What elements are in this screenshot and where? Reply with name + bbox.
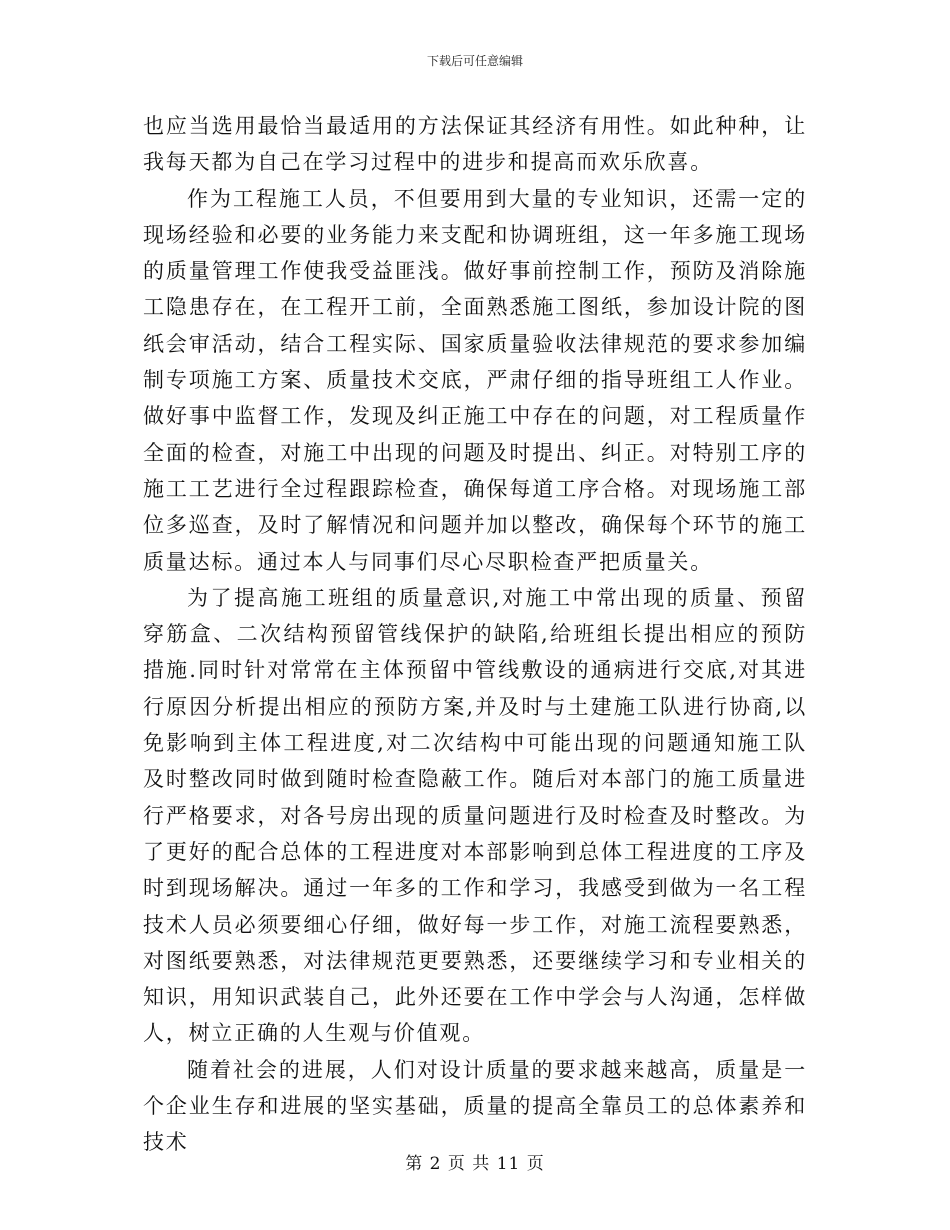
page-number-footer: 第 2 页 共 11 页 [405,1154,545,1174]
paragraph-team-awareness: 为了提高施工班组的质量意识,对施工中常出现的质量、预留穿筋盒、二次结构预留管线保护的缺陷,给班组长提出相应的预防措施.同时针对常常在主体预留中管线敷设的通病进行交底,对其进行原因分析提出相应的预防方案,并及时与土建施工队进行协商,以免影响到主体工程进度,对二次结构中可能出现的问题通知施工队及时整改同时做到随时检查隐蔽工作。随后对本部门的施工质量进行严格要求，对各号房出现的质量问题进行及时检查及时整改。为了更好的配合总体的工程进度对本部影响到总体工程进度的工序及时到现场解决。通过一年多的工作和学习，我感受到做为一名工程技术人员必须要细心仔细，做好每一步工作，对施工流程要熟悉，对图纸要熟悉，对法律规范更要熟悉，还要继续学习和专业相关的知识，用知识武装自己，此外还要在工作中学会与人沟通，怎样做人，树立正确的人生观与价值观。 [143,585,807,1046]
document-body [143,108,807,1161]
paragraph-social-progress: 随着社会的进展，人们对设计质量的要求越来越高，质量是一个企业生存和进展的坚实基础，质量的提高全靠员工的总体素养和技术 [143,1057,807,1155]
header-note: 下载后可任意编辑 [426,54,523,68]
paragraph-continuation: 也应当选用最恰当最适用的方法保证其经济有用性。如此种种，让我每天都为自己在学习过程中的进步和提高而欢乐欣喜。 [143,114,807,175]
paragraph-site-quality: 作为工程施工人员，不但要用到大量的专业知识，还需一定的现场经验和必要的业务能力来支配和协调班组，这一年多施工现场的质量管理工作使我受益匪浅。做好事前控制工作，预防及消除施工隐患存在，在工程开工前，全面熟悉施工图纸，参加设计院的图纸会审活动，结合工程实际、国家质量验收法律规范的要求参加编制专项施工方案、质量技术交底，严肃仔细的指导班组工人作业。做好事中监督工作，发现及纠正施工中存在的问题，对工程质量作全面的检查，对施工中出现的问题及时提出、纠正。对特别工序的施工工艺进行全过程跟踪检查，确保每道工序合格。对现场施工部位多巡查，及时了解情况和问题并加以整改，确保每个环节的施工质量达标。通过本人与同事们尽心尽职检查严把质量关。 [143,186,807,574]
